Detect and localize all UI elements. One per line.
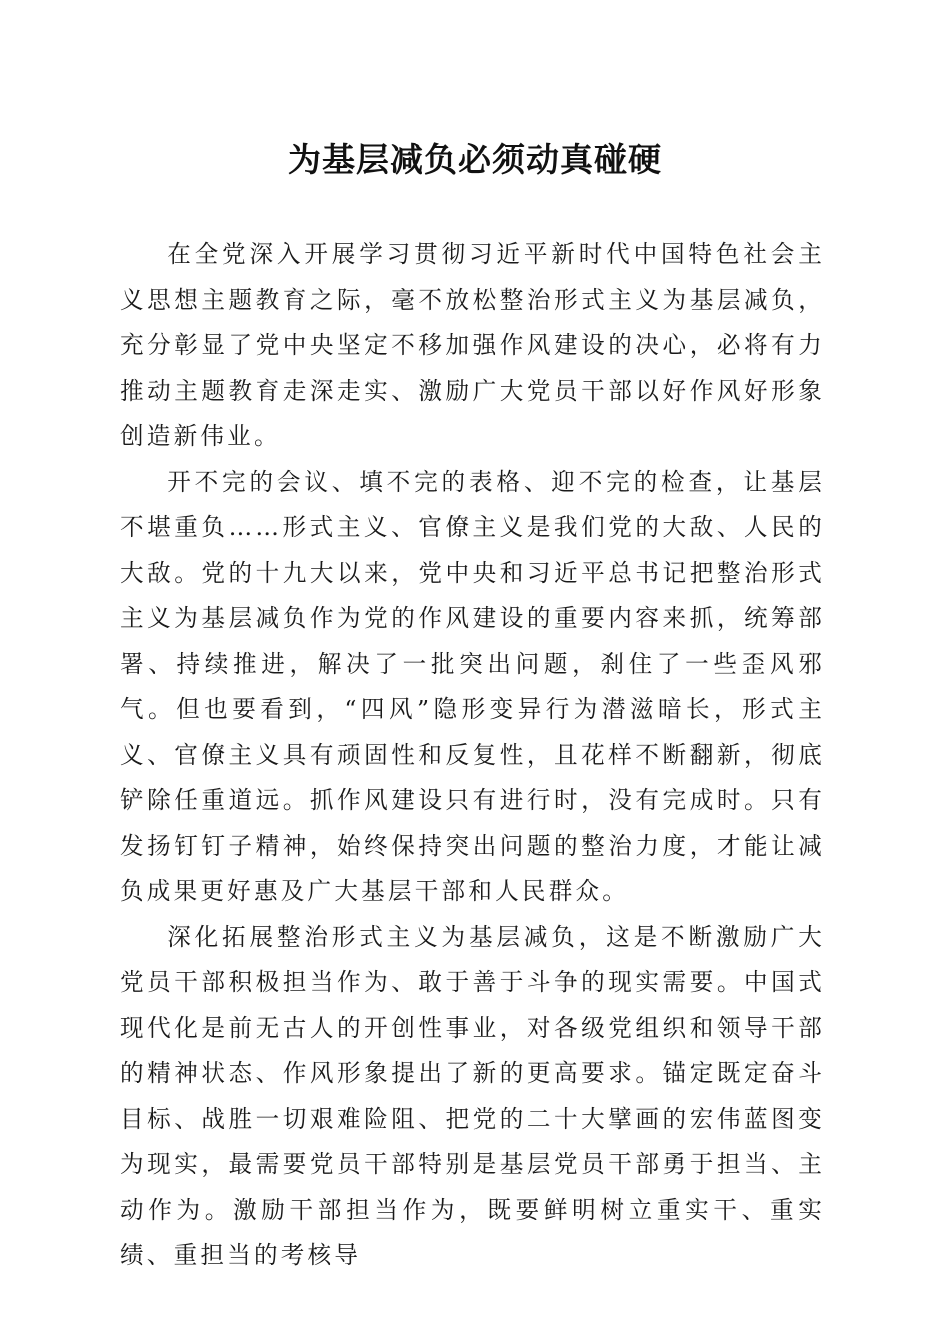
paragraph-3: 深化拓展整治形式主义为基层减负，这是不断激励广大党员干部积极担当作为、敢于善于斗争的现实需要。中国式现代化是前无古人的开创性事业，对各级党组织和领导干部的精神状态、作风形象提出了新的更高要求。锚定既定奋斗目标、战胜一切艰难险阻、把党的二十大擘画的宏伟蓝图变为现实，最需要党员干部特别是基层党员干部勇于担当、主动作为。激励干部担当作为，既要鲜明树立重实干、重实绩、重担当的考核导 [120,922,825,1269]
document-body [120,232,825,1279]
paragraph-1: 在全党深入开展学习贯彻习近平新时代中国特色社会主义思想主题教育之际，毫不放松整治形式主义为基层减负，充分彰显了党中央坚定不移加强作风建设的决心，必将有力推动主题教育走深走实、激励广大党员干部以好作风好形象创造新伟业。 [120,240,825,450]
document-title: 为基层减负必须动真碰硬 [288,140,662,179]
paragraph-2: 开不完的会议、填不完的表格、迎不完的检查，让基层不堪重负……形式主义、官僚主义是我们党的大敌、人民的大敌。党的十九大以来，党中央和习近平总书记把整治形式主义为基层减负作为党的作风建设的重要内容来抓，统筹部署、持续推进，解决了一批突出问题，刹住了一些歪风邪气。但也要看到，“四风”隐形变异行为潜滋暗长，形式主义、官僚主义具有顽固性和反复性，且花样不断翻新，彻底铲除任重道远。抓作风建设只有进行时，没有完成时。只有发扬钉钉子精神，始终保持突出问题的整治力度，才能让减负成果更好惠及广大基层干部和人民群众。 [120,467,825,905]
